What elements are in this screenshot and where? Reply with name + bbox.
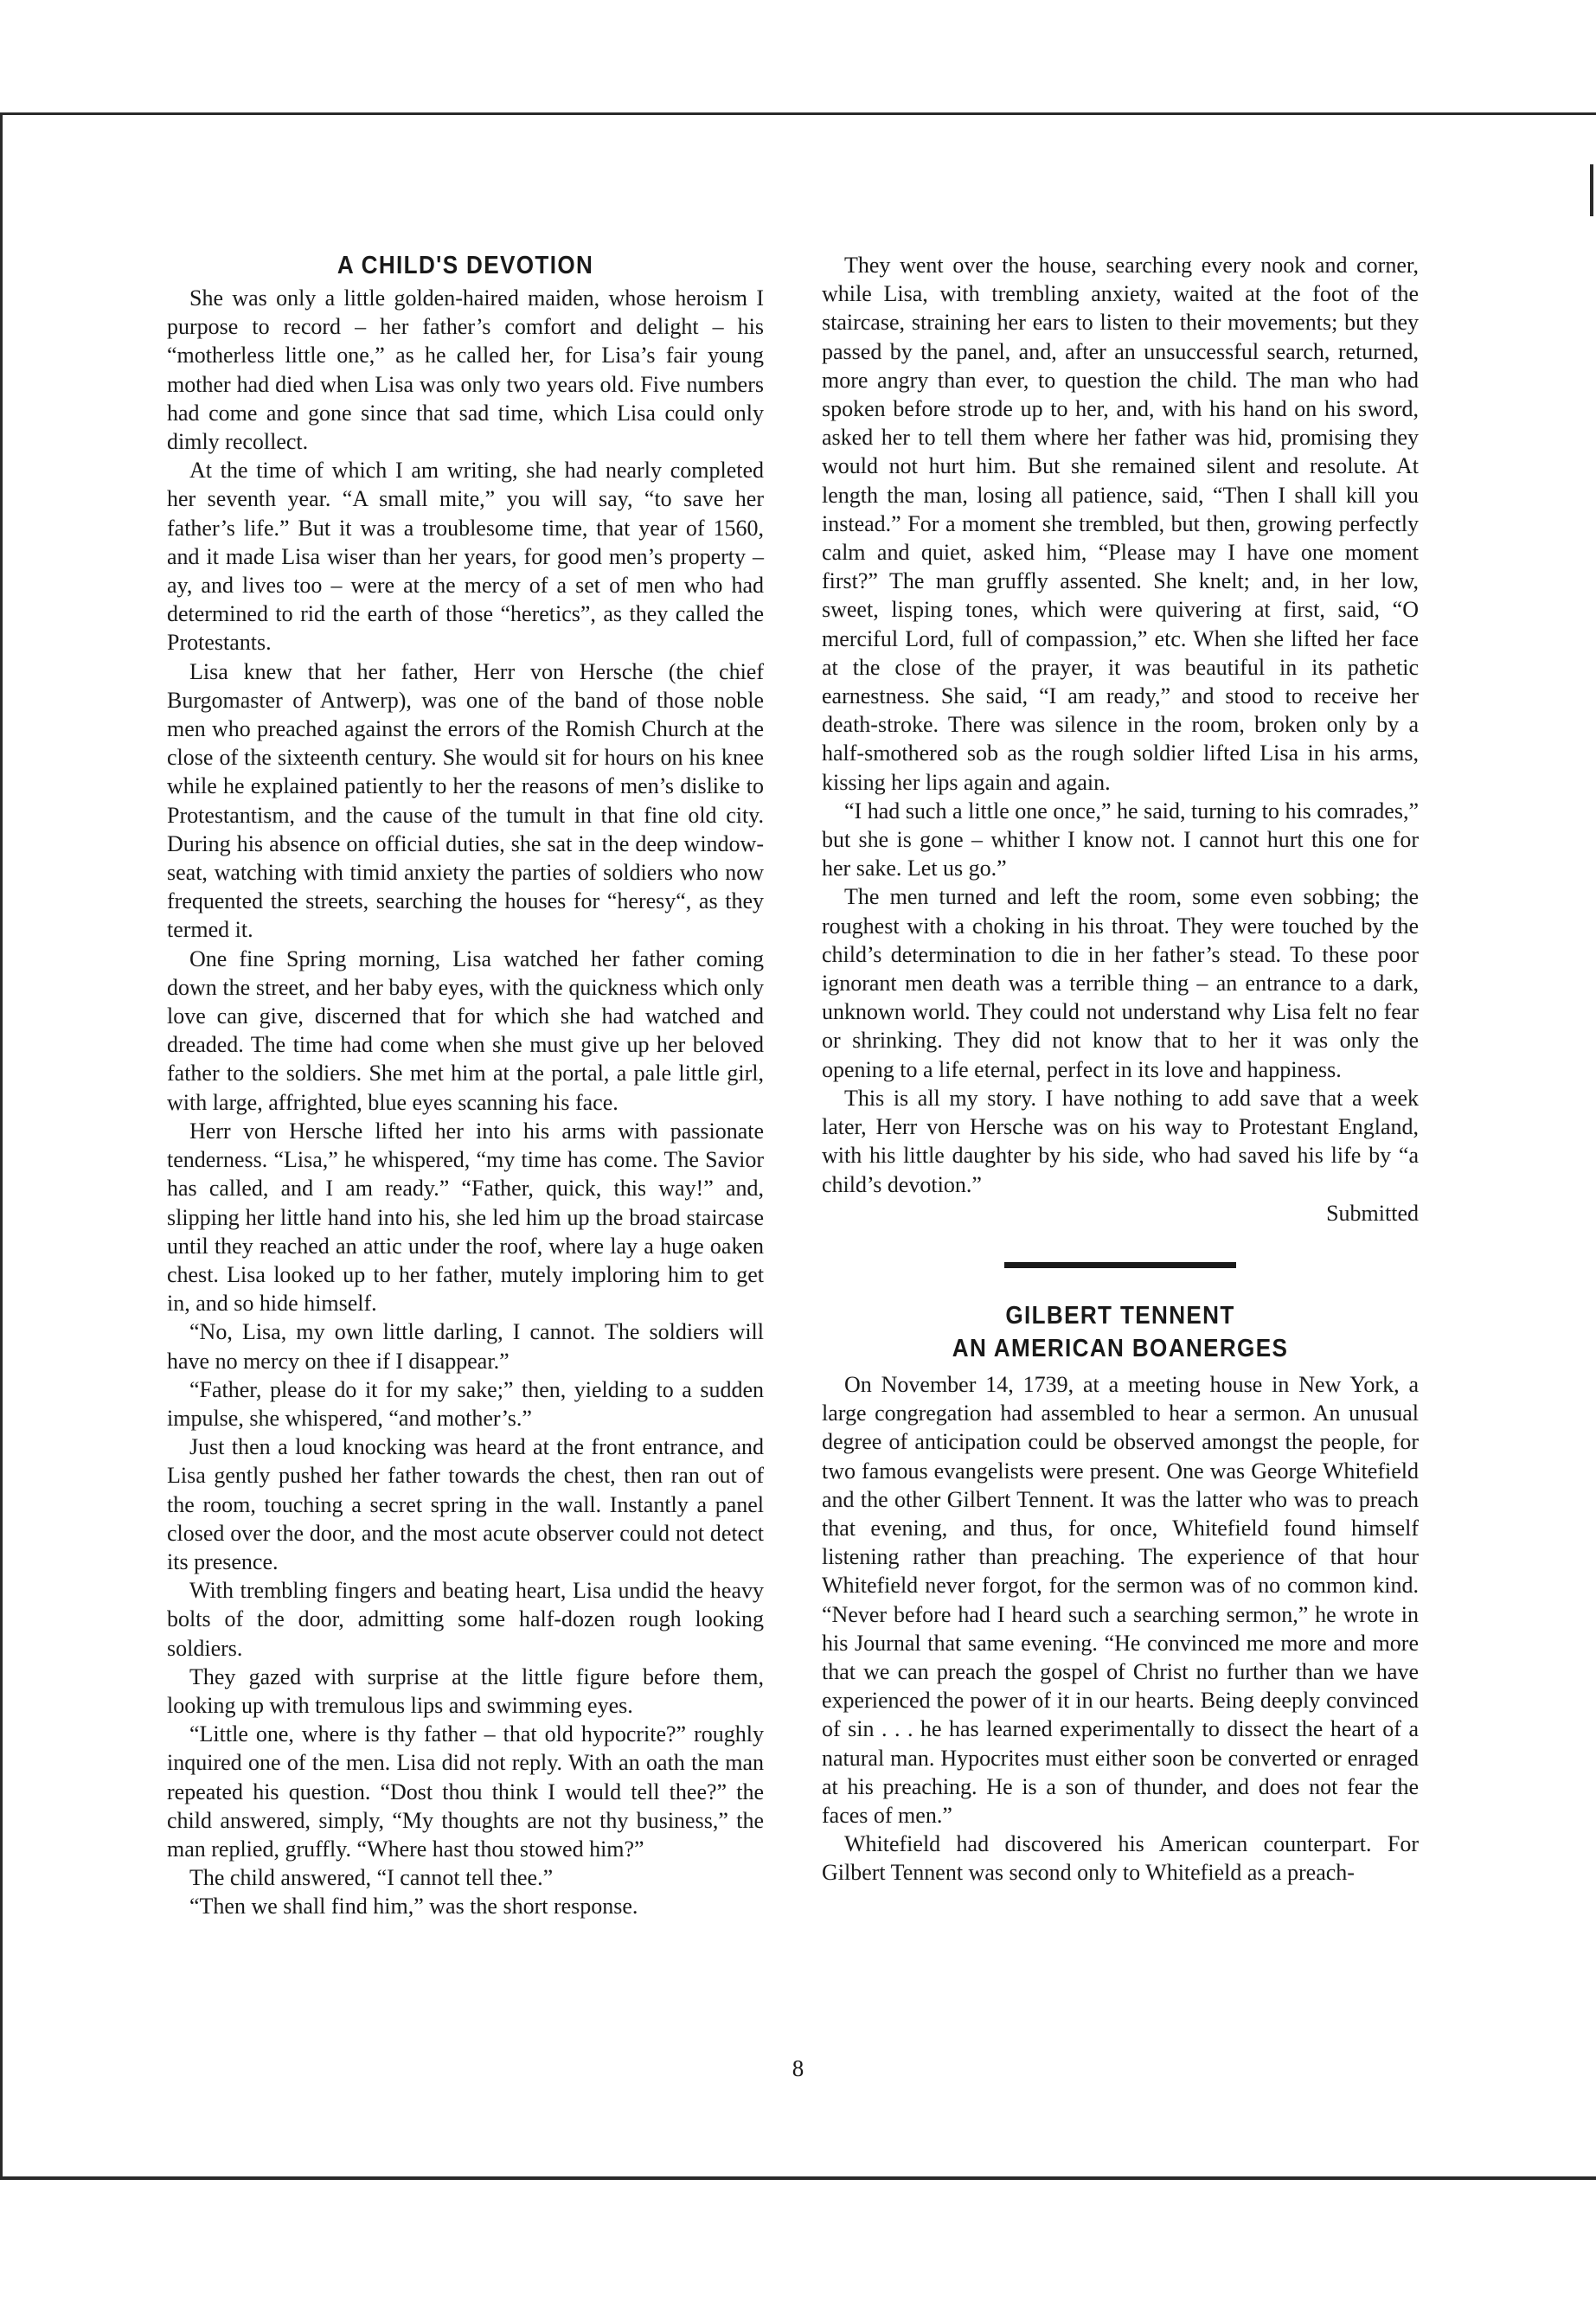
page-border-left bbox=[0, 112, 3, 2180]
article-title-line-1: GILBERT TENNENT bbox=[1005, 1301, 1235, 1330]
right-column bbox=[822, 251, 1419, 1888]
paragraph: One fine Spring morning, Lisa watched her father coming down the street, and her baby eyes, with the quickness which only love can give, discerned that for which she had watched and dreaded. The time had come when she must give up her beloved father to the soldiers. She met him at the portal, a pale little girl, with large, affrighted, blue eyes scanning his face. bbox=[167, 945, 764, 1115]
paragraph: This is all my story. I have nothing to add save that a week later, Herr von Hersche was on his way to Protestant England, with his little daughter by his side, who had saved his life by “a child’s devotion.” bbox=[822, 1085, 1419, 1197]
article-title-childs-devotion: A CHILD'S DEVOTION bbox=[337, 252, 594, 279]
paragraph: “No, Lisa, my own little darling, I cannot. The soldiers will have no mercy on thee if I disappear.” bbox=[167, 1319, 764, 1374]
article-title-gilbert-tennent bbox=[822, 1301, 1419, 1363]
paragraph: Just then a loud knocking was heard at the front entrance, and Lisa gently pushed her father towards the chest, then ran out of the room, touching a secret spring in the wall. Instantly a panel closed over the door, and the most acute observer could not detect its presence. bbox=[167, 1434, 764, 1574]
signature-submitted: Submitted bbox=[1326, 1200, 1419, 1226]
paragraph: They gazed with surprise at the little figure before them, looking up with tremulous lips and swimming eyes. bbox=[167, 1663, 764, 1718]
left-column bbox=[167, 251, 764, 1921]
paragraph: The child answered, “I cannot tell thee.” bbox=[189, 1865, 554, 1891]
page-edge-mark bbox=[1590, 164, 1593, 216]
page-number: 8 bbox=[792, 2055, 804, 2081]
page-border-top bbox=[0, 112, 1596, 115]
paragraph: On November 14, 1739, at a meeting house in New York, a large congregation had assembled to hear a sermon. An unusual degree of anticipation could be observed amongst the people, for two famous evangelists were present. One was George Whitefield and the other Gilbert Tennent. It was the latter who was to preach that evening, and thus, for once, Whitefield found himself listening rather than preaching. The experience of that hour Whitefield never forgot, for the sermon was of no common kind. “Never before had I heard such a searching sermon,” he wrote in his Journal that same evening. “He convinced me more and more that we can preach the gospel of Christ no further than we have experienced the power of it in our hearts. Being deeply convinced of sin . . . he has learned experimentally to dissect the heart of a natural man. Hypocrites must either soon be converted or enraged at his preaching. He is a son of thunder, and does not fear the faces of men.” bbox=[822, 1371, 1419, 1828]
paragraph: Lisa knew that her father, Herr von Hersche (the chief Burgomaster of Antwerp), was one of the band of those noble men who preached against the errors of the Romish Church at the close of the sixteenth century. She would sit for hours on his knee while he explained patiently to her the reasons of men’s dislike to Protestantism, and the cause of the tumult in that fine old city. During his absence on official duties, she sat in the deep window-seat, watching with timid anxiety the parties of soldiers who now frequented the streets, searching the houses for “heresy“, as they termed it. bbox=[167, 658, 764, 943]
paragraph: They went over the house, searching every nook and corner, while Lisa, with trembling anxiety, waited at the foot of the staircase, straining her ears to listen to their movements; but they passed by the panel, and, after an unsuccessful search, returned, more angry than ever, to question the child. The man who had spoken before strode up to her, and, with his hand on his sword, asked her to tell them where her father was hid, promising they would not hurt him. But she remained silent and resolute. At length the man, losing all patience, said, “Then I shall kill you instead.” For a moment she trembled, but then, growing perfectly calm and quiet, asked him, “Please may I have one moment first?” The man gruffly assented. She knelt; and, in her low, sweet, lisping tones, which were quivering at first, said, “O merciful Lord, full of compassion,” etc. When she lifted her face at the close of the prayer, it was beautiful in its pathetic earnestness. She said, “I am ready,” and stood to receive her death-stroke. There was silence in the room, broken only by a half-smothered sob as the rough soldier lifted Lisa in his arms, kissing her lips again and again. bbox=[822, 253, 1419, 795]
paragraph: Whitefield had discovered his American counterpart. For Gilbert Tennent was second only to Whitefield as a preach- bbox=[822, 1831, 1419, 1886]
paragraph: With trembling fingers and beating heart, Lisa undid the heavy bolts of the door, admitting some half-dozen rough looking soldiers. bbox=[167, 1578, 764, 1661]
section-separator-rule bbox=[1004, 1262, 1236, 1268]
page-border-bottom bbox=[0, 2176, 1596, 2180]
paragraph: At the time of which I am writing, she had nearly completed her seventh year. “A small mite,” you will say, “to save her father’s life.” But it was a troublesome time, that year of 1560, and it made Lisa wiser than her years, for good men’s property – ay, and lives too – were at the mercy of a set of men who had determined to rid the earth of those “heretics”, as they called the Protestants. bbox=[167, 458, 764, 656]
paragraph: The men turned and left the room, some even sobbing; the roughest with a choking in his throat. They were touched by the child’s determination to die in her father’s stead. To these poor ignorant men death was a terrible thing – an entrance to a dark, unknown world. They could not understand why Lisa felt no fear or shrinking. They did not know that to her it was only the opening to a life eternal, perfect in its love and happiness. bbox=[822, 884, 1419, 1082]
paragraph: “Little one, where is thy father – that old hypocrite?” roughly inquired one of the men. Lisa did not reply. With an oath the man repeated his question. “Dost thou think I would tell thee?” the child answered, simply, “My thoughts are not thy business,” the man replied, gruffly. “Where hast thou stowed him?” bbox=[167, 1721, 764, 1862]
article-title-line-2: AN AMERICAN BOANERGES bbox=[952, 1334, 1289, 1362]
paragraph: “Then we shall find him,” was the short response. bbox=[189, 1894, 638, 1920]
paragraph: “I had such a little one once,” he said, turning to his comrades,” but she is gone – whither I know not. I cannot hurt this one for her sake. Let us go.” bbox=[822, 798, 1419, 881]
paragraph: Herr von Hersche lifted her into his arms with passionate tenderness. “Lisa,” he whispered, “my time has come. The Savior has called, and I am ready.” “Father, quick, this way!” and, slipping her little hand into his, she led him up the broad staircase until they reached an attic under the roof, where lay a huge oaken chest. Lisa looked up to her father, mutely imploring him to get in, and so hide himself. bbox=[167, 1118, 764, 1317]
paragraph: “Father, please do it for my sake;” then, yielding to a sudden impulse, she whispered, “and mother’s.” bbox=[167, 1376, 764, 1431]
paragraph: She was only a little golden-haired maiden, whose heroism I purpose to record – her father’s comfort and delight – his “motherless little one,” as he called her, for Lisa’s fair young mother had died when Lisa was only two years old. Five numbers had come and gone since that sad time, which Lisa could only dimly recollect. bbox=[167, 285, 764, 455]
